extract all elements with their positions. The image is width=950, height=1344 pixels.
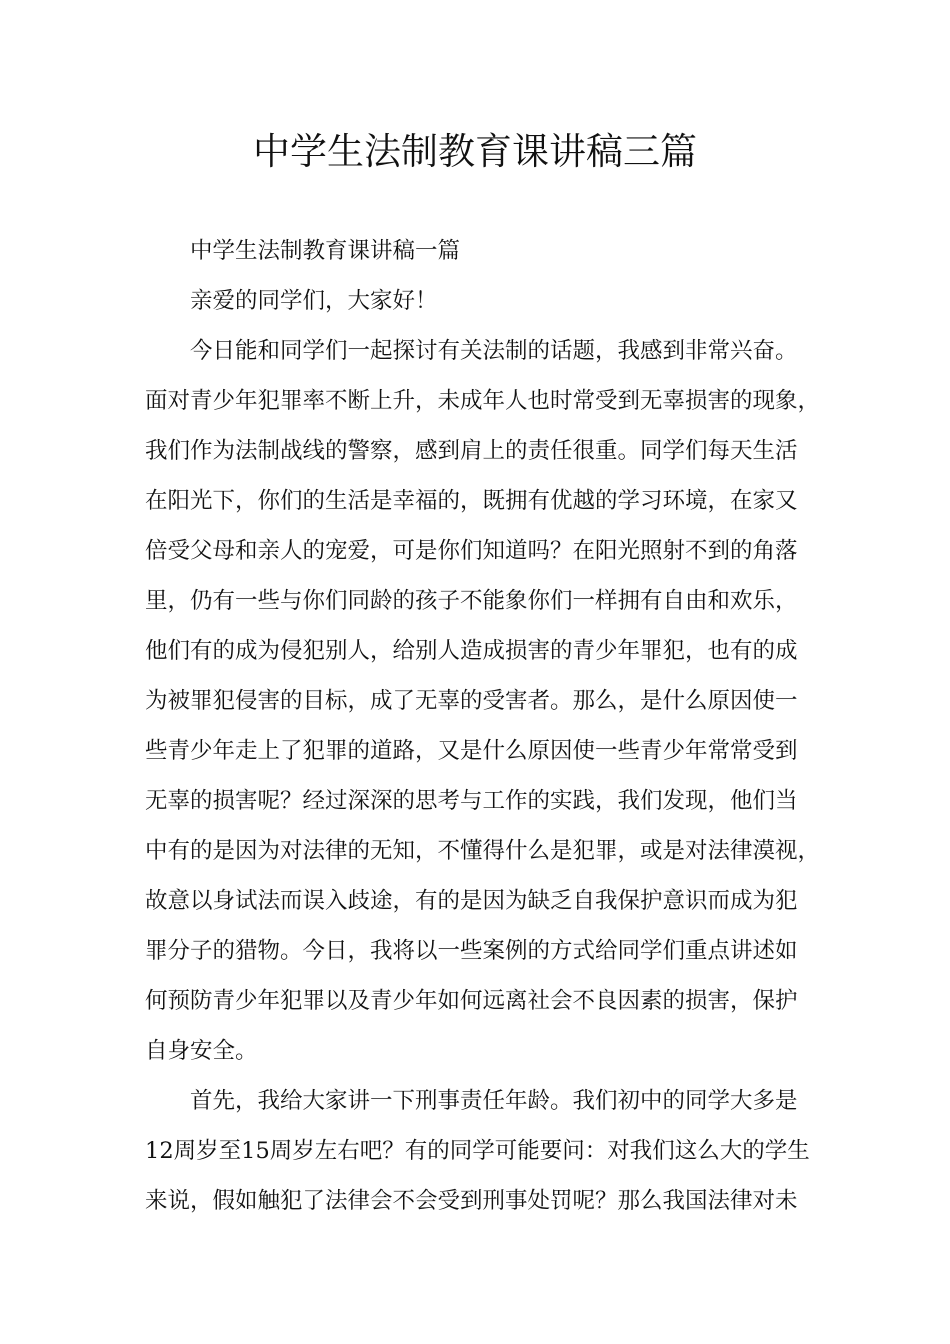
body-line: 无辜的损害呢？经过深深的思考与工作的实践，我们发现，他们当 <box>145 788 798 814</box>
body-line: 些青少年走上了犯罪的道路，又是什么原因使一些青少年常常受到 <box>145 738 798 764</box>
section-heading: 中学生法制教育课讲稿一篇 <box>190 238 461 264</box>
body-line: 为被罪犯侵害的目标，成了无辜的受害者。那么，是什么原因使一 <box>145 688 798 714</box>
body-line: 我们作为法制战线的警察，感到肩上的责任很重。同学们每天生活 <box>145 438 798 464</box>
body-line: 故意以身试法而误入歧途，有的是因为缺乏自我保护意识而成为犯 <box>145 888 798 914</box>
body-line: 首先，我给大家讲一下刑事责任年龄。我们初中的同学大多是 <box>190 1088 798 1114</box>
body-line: 中有的是因为对法律的无知，不懂得什么是犯罪，或是对法律漠视， <box>145 838 821 864</box>
body-line: 他们有的成为侵犯别人，给别人造成损害的青少年罪犯，也有的成 <box>145 638 798 664</box>
body-line: 自身安全。 <box>145 1038 258 1064</box>
body-line: 面对青少年犯罪率不断上升，未成年人也时常受到无辜损害的现象， <box>145 388 821 414</box>
body-line: 倍受父母和亲人的宠爱，可是你们知道吗？在阳光照射不到的角落 <box>145 538 798 564</box>
body-line: 罪分子的猎物。今日，我将以一些案例的方式给同学们重点讲述如 <box>145 938 798 964</box>
body-line: 在阳光下，你们的生活是幸福的，既拥有优越的学习环境，在家又 <box>145 488 798 514</box>
document-title: 中学生法制教育课讲稿三篇 <box>253 130 697 173</box>
body-line: 里，仍有一些与你们同龄的孩子不能象你们一样拥有自由和欢乐， <box>145 588 798 614</box>
body-line: 何预防青少年犯罪以及青少年如何远离社会不良因素的损害，保护 <box>145 988 798 1014</box>
body-line: 来说，假如触犯了法律会不会受到刑事处罚呢？那么我国法律对未 <box>145 1188 798 1214</box>
body-line: 今日能和同学们一起探讨有关法制的话题，我感到非常兴奋。 <box>190 338 798 364</box>
greeting-line: 亲爱的同学们，大家好！ <box>190 288 438 314</box>
body-line: 12周岁至15周岁左右吧？有的同学可能要问：对我们这么大的学生 <box>145 1138 810 1164</box>
